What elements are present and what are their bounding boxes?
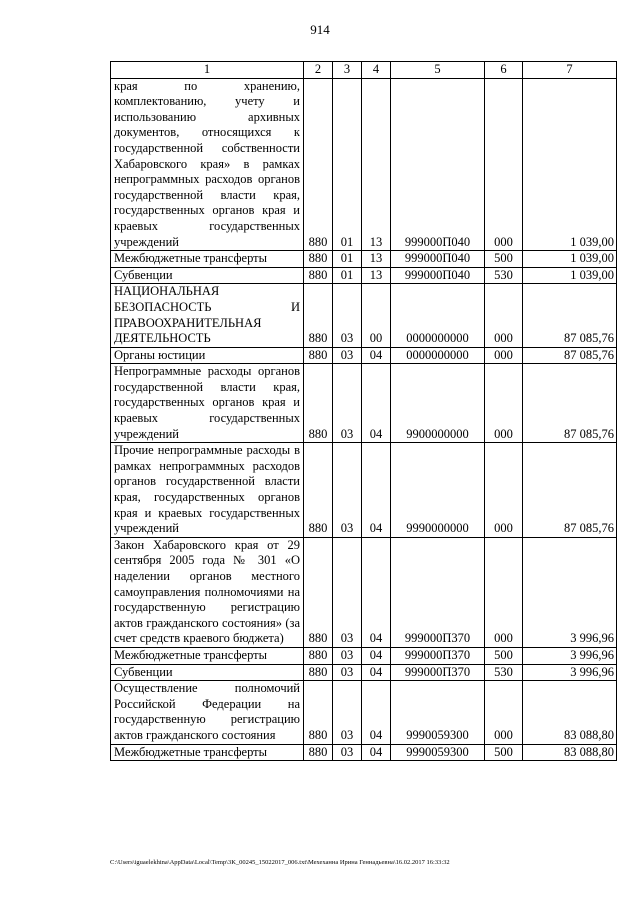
row-col-2: 880 [304, 78, 333, 251]
row-col-3: 03 [333, 647, 362, 664]
row-col-7: 87 085,76 [523, 364, 617, 443]
row-col-7: 3 996,96 [523, 647, 617, 664]
row-col-7: 1 039,00 [523, 78, 617, 251]
table-row [111, 347, 617, 364]
row-name: НАЦИОНАЛЬНАЯ БЕЗОПАСНОСТЬ И ПРАВООХРАНИТЕЛЬНАЯ ДЕЯТЕЛЬНОСТЬ [111, 284, 304, 347]
row-col-6: 530 [485, 664, 523, 681]
budget-table [110, 61, 617, 761]
row-col-4: 04 [362, 744, 391, 761]
row-name: Субвенции [111, 664, 304, 681]
table-row [111, 364, 617, 443]
row-col-4: 04 [362, 537, 391, 647]
row-col-6: 500 [485, 744, 523, 761]
row-col-4: 13 [362, 267, 391, 284]
table-row [111, 267, 617, 284]
row-col-6: 000 [485, 443, 523, 538]
row-col-2: 880 [304, 347, 333, 364]
header-col-3: 3 [333, 62, 362, 79]
row-col-6: 000 [485, 78, 523, 251]
row-col-5: 9990000000 [391, 443, 485, 538]
file-path-footer: C:\Users\iguaelekhina\AppData\Local\Temp\3K_00245_15022017_006.txt\Мехеханна Ирина Геннадьевна\16.02.2017 16:33:32 [110, 859, 450, 866]
table-row [111, 443, 617, 538]
row-col-5: 999000П370 [391, 647, 485, 664]
row-col-4: 04 [362, 647, 391, 664]
table-row [111, 251, 617, 268]
table-row [111, 664, 617, 681]
row-col-4: 13 [362, 78, 391, 251]
row-col-5: 9990059300 [391, 681, 485, 744]
row-col-5: 999000П370 [391, 664, 485, 681]
row-col-2: 880 [304, 284, 333, 347]
row-col-2: 880 [304, 681, 333, 744]
row-col-3: 03 [333, 284, 362, 347]
header-col-5: 5 [391, 62, 485, 79]
row-col-6: 000 [485, 347, 523, 364]
row-col-2: 880 [304, 647, 333, 664]
header-col-6: 6 [485, 62, 523, 79]
header-col-1: 1 [111, 62, 304, 79]
header-col-4: 4 [362, 62, 391, 79]
row-col-5: 0000000000 [391, 284, 485, 347]
row-col-6: 530 [485, 267, 523, 284]
row-col-4: 04 [362, 664, 391, 681]
row-col-3: 03 [333, 744, 362, 761]
row-col-3: 03 [333, 681, 362, 744]
row-col-2: 880 [304, 537, 333, 647]
row-name: Прочие непрограммные расходы в рамках непрограммных расходов органов государственной власти края, государственных органов края и краевых государственных учреждений [111, 443, 304, 538]
row-col-3: 03 [333, 364, 362, 443]
row-col-3: 03 [333, 537, 362, 647]
row-col-7: 83 088,80 [523, 681, 617, 744]
row-name: Межбюджетные трансферты [111, 647, 304, 664]
row-col-6: 000 [485, 284, 523, 347]
row-col-4: 00 [362, 284, 391, 347]
row-col-7: 1 039,00 [523, 251, 617, 268]
row-name: Межбюджетные трансферты [111, 744, 304, 761]
table-row [111, 284, 617, 347]
row-col-3: 03 [333, 664, 362, 681]
row-col-2: 880 [304, 364, 333, 443]
table-row [111, 681, 617, 744]
row-col-4: 04 [362, 681, 391, 744]
row-col-2: 880 [304, 443, 333, 538]
row-col-5: 9900000000 [391, 364, 485, 443]
row-col-2: 880 [304, 267, 333, 284]
row-col-6: 500 [485, 647, 523, 664]
page-number: 914 [310, 22, 330, 37]
row-col-5: 999000П040 [391, 267, 485, 284]
row-col-6: 500 [485, 251, 523, 268]
row-col-6: 000 [485, 537, 523, 647]
row-col-7: 87 085,76 [523, 443, 617, 538]
row-col-4: 04 [362, 443, 391, 538]
table-body [111, 78, 617, 761]
row-col-3: 01 [333, 251, 362, 268]
row-col-5: 999000П040 [391, 78, 485, 251]
row-col-4: 13 [362, 251, 391, 268]
row-col-4: 04 [362, 347, 391, 364]
table-row [111, 78, 617, 251]
header-col-2: 2 [304, 62, 333, 79]
row-col-2: 880 [304, 251, 333, 268]
row-col-7: 3 996,96 [523, 664, 617, 681]
table-row [111, 537, 617, 647]
row-col-7: 3 996,96 [523, 537, 617, 647]
row-col-5: 999000П370 [391, 537, 485, 647]
row-name: Межбюджетные трансферты [111, 251, 304, 268]
row-name: Субвенции [111, 267, 304, 284]
row-col-3: 03 [333, 347, 362, 364]
row-name: Органы юстиции [111, 347, 304, 364]
row-col-7: 83 088,80 [523, 744, 617, 761]
row-col-7: 87 085,76 [523, 284, 617, 347]
header-col-7: 7 [523, 62, 617, 79]
row-col-5: 9990059300 [391, 744, 485, 761]
row-col-7: 1 039,00 [523, 267, 617, 284]
row-col-5: 0000000000 [391, 347, 485, 364]
table-row [111, 647, 617, 664]
row-col-6: 000 [485, 681, 523, 744]
row-col-5: 999000П040 [391, 251, 485, 268]
row-col-3: 03 [333, 443, 362, 538]
row-col-6: 000 [485, 364, 523, 443]
row-name: Осуществление полномочий Российской Федерации на государственную регистрацию актов гражданского состояния [111, 681, 304, 744]
row-col-4: 04 [362, 364, 391, 443]
table-header-row [111, 62, 617, 79]
row-col-2: 880 [304, 664, 333, 681]
row-name: края по хранению, комплектованию, учету и использованию архивных документов, относящихся к государственной собственности Хабаровского края» в рамках непрограммных расходов органов государственной власти края, государственных органов края и краевых государственных учреждений [111, 78, 304, 251]
row-col-7: 87 085,76 [523, 347, 617, 364]
table-row [111, 744, 617, 761]
row-col-3: 01 [333, 78, 362, 251]
row-name: Непрограммные расходы органов государственной власти края, государственных органов края и краевых государственных учреждений [111, 364, 304, 443]
row-name: Закон Хабаровского края от 29 сентября 2005 года № 301 «О наделении органов местного самоуправления полномочиями на государственную регистрацию актов гражданского состояния» (за счет средств краевого бюджета) [111, 537, 304, 647]
row-col-2: 880 [304, 744, 333, 761]
row-col-3: 01 [333, 267, 362, 284]
